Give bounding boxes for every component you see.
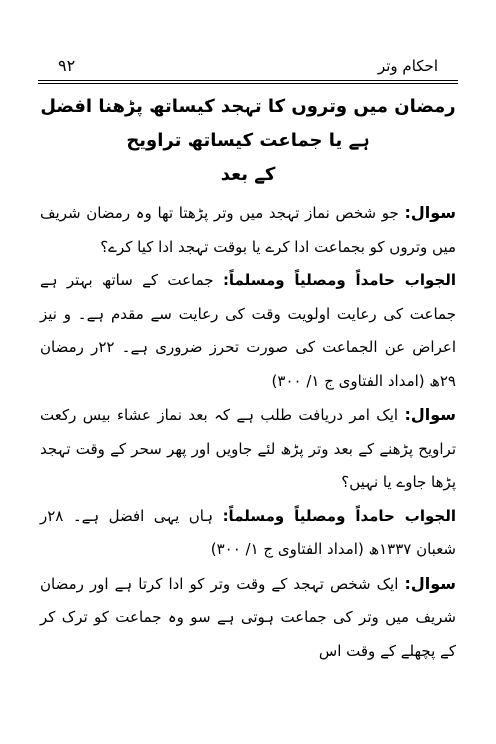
- header-rule-thin: [38, 83, 458, 84]
- question-label: سوال:: [404, 573, 456, 593]
- question-text: ایک شخص تہجد کے وقت وتر کو ادا کرتا ہے اور رمضان شریف میں وتر کی جماعت ہوتی ہے سو وہ جماعت کو ترک کر کے پچھلے کے وقت اس: [40, 574, 456, 660]
- answer-label: الجواب حامداً ومصلیاً ومسلماً:: [222, 506, 456, 525]
- question-paragraph: [40, 398, 456, 500]
- answer-paragraph: [40, 500, 456, 567]
- answer-text: ہاں یہی افضل ہے۔ ۲۸ر شعبان ۱۳۳۷ھ (امداد الفتاوی ج ۱/ ۳۰۰): [40, 506, 456, 558]
- question-paragraph: [40, 196, 456, 264]
- question-paragraph: [40, 567, 456, 669]
- page-header: [38, 56, 458, 78]
- question-text: جو شخص نماز تہجد میں وتر پڑھتا تھا وہ رمضان شریف میں وتروں کو بجماعت ادا کرے یا بوقت تہجد ادا کیا کرے؟: [40, 204, 456, 256]
- section-heading: [40, 90, 456, 192]
- question-text: ایک امر دریافت طلب ہے کہ بعد نماز عشاء بیس رکعت تراویح پڑھنے کے بعد وتر پڑھ لئے جاویں اور پھر سحر کے وقت تہجد پڑھا جاوے یا نہیں؟: [40, 406, 456, 491]
- answer-text: جماعت کے ساتھ بہتر ہے جماعت کی رعایت اولویت وقت کی رعایت سے مقدم ہے۔ و نیز اعراض عن الجماعت کی صورت تحرز ضروری ہے۔ ۲۲ر رمضان ۲۹ھ (امداد الفتاوی ج ۱/ ۳۰۰): [40, 271, 456, 390]
- header-rule: [38, 80, 458, 81]
- question-label: سوال:: [404, 405, 456, 424]
- question-label: سوال:: [404, 203, 456, 222]
- heading-line-1: رمضان میں وتروں کا تہجد کیساتھ پڑھنا افضل ہے یا جماعت کیساتھ تراویح: [40, 96, 456, 151]
- page-body: [40, 90, 456, 668]
- heading-line-2: کے بعد: [220, 164, 276, 185]
- running-head: احکام وتر: [377, 57, 438, 75]
- answer-label: الجواب حامداً ومصلیاً ومسلماً:: [222, 271, 456, 289]
- page-number: ۹۲: [58, 56, 76, 75]
- answer-paragraph: [40, 264, 456, 398]
